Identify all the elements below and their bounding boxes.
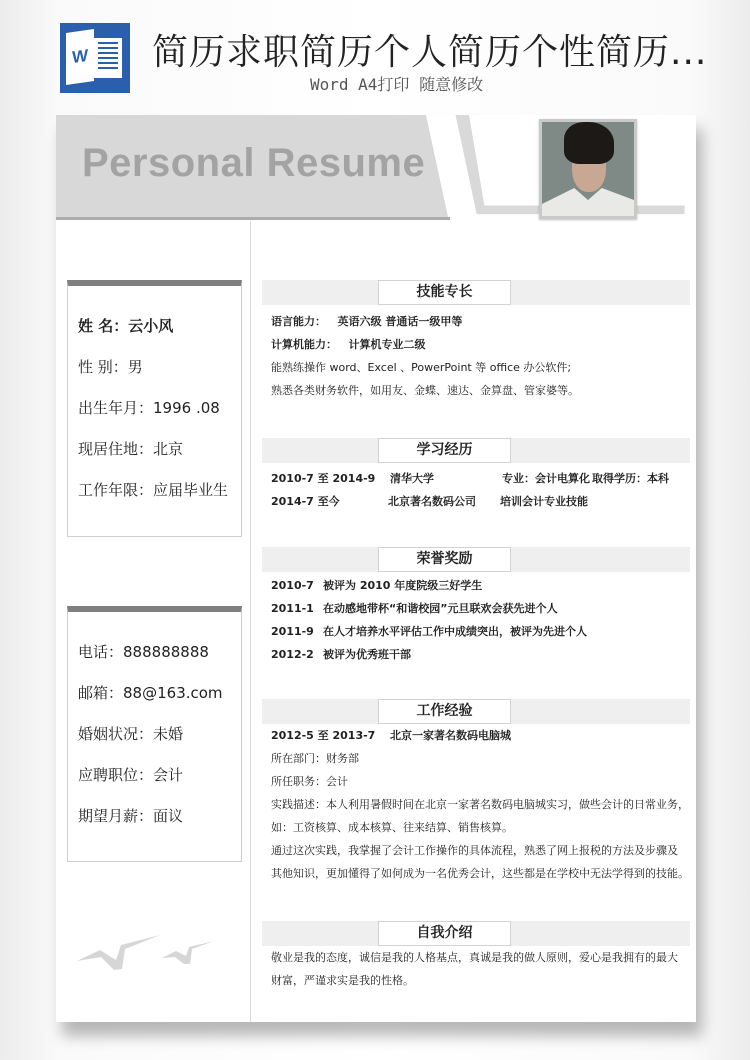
section-title: 工作经验 xyxy=(378,699,511,724)
info-marital: 婚姻状况：未婚 xyxy=(78,725,184,743)
skill-office: 能熟练操作 word、Excel 、PowerPoint 等 office 办公软件; xyxy=(271,361,572,374)
info-name: 姓 名：云小风 xyxy=(78,317,174,335)
education-row: 2010-7 至 2014-9 清华大学 专业：会计电算化 取得学历：本科 xyxy=(271,472,669,485)
self-intro-text: 敬业是我的态度，诚信是我的人格基点，真诚是我的做人原则，爱心是我拥有的最大 xyxy=(271,951,678,964)
section-bar xyxy=(262,280,690,305)
work-period: 2012-5 至 2013-7 北京一家著名数码电脑城 xyxy=(271,729,511,742)
section-work xyxy=(262,699,690,885)
info-gender: 性 别：男 xyxy=(78,358,143,376)
info-residence: 现居住地：北京 xyxy=(78,440,184,458)
work-description: 如：工资核算、成本核算、往来结算、销售核算。 xyxy=(271,821,513,834)
column-divider xyxy=(250,221,251,1022)
word-icon-lines xyxy=(94,38,122,78)
word-icon-letter: W xyxy=(66,29,94,85)
word-icon xyxy=(60,23,130,93)
honor-row: 2010-7 被评为 2010 年度院级三好学生 xyxy=(271,579,483,592)
info-work-years: 工作年限：应届毕业生 xyxy=(78,481,229,499)
education-row: 2014-7 至今 北京著名数码公司 培训会计专业技能 xyxy=(271,495,588,508)
honor-row: 2012-2 被评为优秀班干部 xyxy=(271,648,411,661)
section-education xyxy=(262,438,690,513)
section-skills xyxy=(262,280,690,402)
section-bar xyxy=(262,547,690,572)
info-email: 邮箱：88@163.com xyxy=(78,684,223,702)
section-bar xyxy=(262,921,690,946)
honor-row: 2011-9 在人才培养水平评估工作中成绩突出，被评为先进个人 xyxy=(271,625,587,638)
honor-row: 2011-1 在动感地带杯“和谐校园”元旦联欢会获先进个人 xyxy=(271,602,558,615)
section-bar xyxy=(262,699,690,724)
personal-info-box xyxy=(67,280,242,537)
resume-page xyxy=(56,115,696,1022)
info-birth: 出生年月：1996 .08 xyxy=(78,399,220,417)
work-position: 所任职务：会计 xyxy=(271,775,348,788)
info-position: 应聘职位：会计 xyxy=(78,766,184,784)
skill-computer: 计算机能力： 计算机专业二级 xyxy=(271,338,426,351)
section-honors xyxy=(262,547,690,666)
resume-title: Personal Resume xyxy=(82,141,426,185)
title-shadow xyxy=(56,217,450,220)
section-self-intro xyxy=(262,921,690,992)
banner xyxy=(0,0,750,110)
document-title: 简历求职简历个人简历个性简历... xyxy=(152,32,708,73)
section-title: 学习经历 xyxy=(378,438,511,463)
work-department: 所在部门：财务部 xyxy=(271,752,359,765)
section-title: 技能专长 xyxy=(378,280,511,305)
work-description: 其他知识，更加懂得了如何成为一名优秀会计，这些都是在学校中无法学得到的技能。 xyxy=(271,867,689,880)
info-phone: 电话：888888888 xyxy=(78,643,209,661)
section-title: 自我介绍 xyxy=(378,921,511,946)
section-bar xyxy=(262,438,690,463)
skill-language: 语言能力： 英语六级 普通话一级甲等 xyxy=(271,315,463,328)
portrait-photo xyxy=(539,119,637,219)
self-intro-text: 财富，严谨求实是我的性格。 xyxy=(271,974,414,987)
work-description: 实践描述：本人利用暑假时间在北京一家著名数码电脑城实习，做些会计的日常业务， xyxy=(271,798,689,811)
contact-info-box xyxy=(67,606,242,862)
work-description: 通过这次实践，我掌握了会计工作操作的具体流程，熟悉了网上报税的方法及步骤及 xyxy=(271,844,678,857)
skill-finance-software: 熟悉各类财务软件，如用友、金蝶、速达、金算盘、管家婆等。 xyxy=(271,384,579,397)
birds-icon xyxy=(74,935,224,975)
info-salary: 期望月薪：面议 xyxy=(78,807,184,825)
resume-header xyxy=(56,115,696,221)
document-subtitle: Word A4打印 随意修改 xyxy=(310,75,484,94)
section-title: 荣誉奖励 xyxy=(378,547,511,572)
